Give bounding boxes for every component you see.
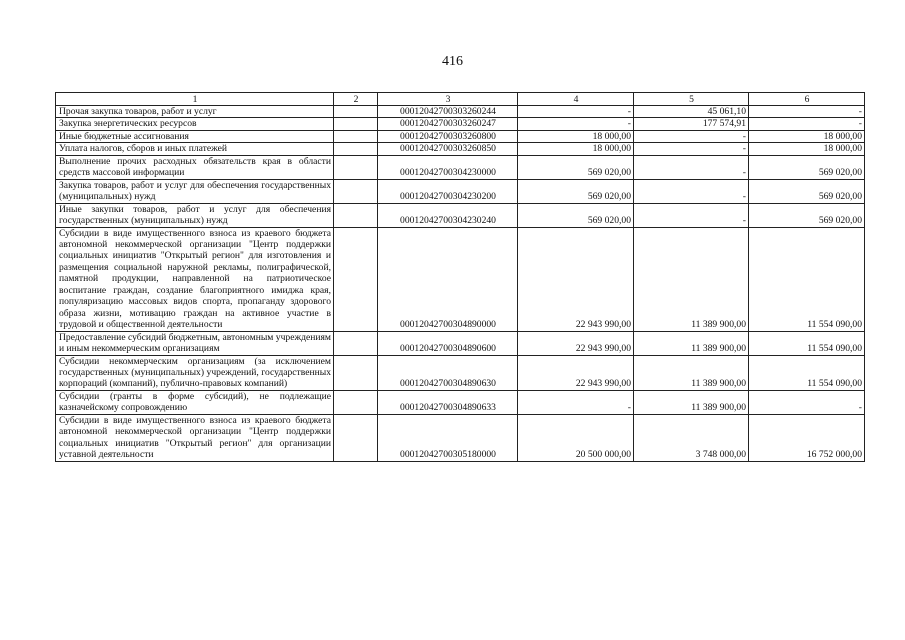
row-code: 00012042700304230200 <box>378 179 518 203</box>
header-col-1: 1 <box>56 93 334 106</box>
table-row <box>56 143 865 155</box>
row-value-4: - <box>518 118 634 130</box>
row-value-4: 22 943 990,00 <box>518 355 634 390</box>
row-name: Уплата налогов, сборов и иных платежей <box>56 143 334 155</box>
header-col-3: 3 <box>378 93 518 106</box>
row-value-5: - <box>634 155 749 179</box>
row-code: 00012042700304890000 <box>378 227 518 331</box>
row-value-4: 20 500 000,00 <box>518 414 634 461</box>
row-value-6: 18 000,00 <box>749 143 865 155</box>
row-col2 <box>334 390 378 414</box>
row-col2 <box>334 155 378 179</box>
row-value-4: 18 000,00 <box>518 143 634 155</box>
header-row <box>56 93 865 106</box>
row-code: 00012042700304890633 <box>378 390 518 414</box>
table-body <box>56 106 865 462</box>
row-col2 <box>334 331 378 355</box>
row-value-5: 45 061,10 <box>634 106 749 118</box>
row-value-5: 11 389 900,00 <box>634 331 749 355</box>
row-code: 00012042700303260850 <box>378 143 518 155</box>
row-value-4: 22 943 990,00 <box>518 331 634 355</box>
table-row <box>56 414 865 461</box>
row-value-6: - <box>749 106 865 118</box>
row-value-5: - <box>634 143 749 155</box>
row-value-5: - <box>634 203 749 227</box>
row-value-5: 11 389 900,00 <box>634 390 749 414</box>
table-row <box>56 130 865 142</box>
row-name: Прочая закупка товаров, работ и услуг <box>56 106 334 118</box>
table-row <box>56 118 865 130</box>
table-row <box>56 227 865 331</box>
row-name: Иные бюджетные ассигнования <box>56 130 334 142</box>
row-name: Субсидии в виде имущественного взноса из краевого бюджета автономной некоммерческой организации "Центр поддержки социальных инициатив "Открытый регион" для организации уставной деятельности <box>56 414 334 461</box>
row-col2 <box>334 118 378 130</box>
table-row <box>56 179 865 203</box>
row-value-4: 569 020,00 <box>518 203 634 227</box>
row-col2 <box>334 203 378 227</box>
table-row <box>56 331 865 355</box>
row-code: 00012042700303260247 <box>378 118 518 130</box>
table-row <box>56 155 865 179</box>
row-code: 00012042700303260244 <box>378 106 518 118</box>
row-name: Закупка товаров, работ и услуг для обеспечения государственных (муниципальных) нужд <box>56 179 334 203</box>
row-value-4: - <box>518 106 634 118</box>
row-value-4: - <box>518 390 634 414</box>
row-value-6: 16 752 000,00 <box>749 414 865 461</box>
row-col2 <box>334 106 378 118</box>
table-header <box>56 93 865 106</box>
row-code: 00012042700304890600 <box>378 331 518 355</box>
row-name: Субсидии некоммерческим организациям (за исключением государственных (муниципальных) учреждений, государственных корпораций (компаний), публично-правовых компаний) <box>56 355 334 390</box>
row-code: 00012042700304230240 <box>378 203 518 227</box>
row-col2 <box>334 130 378 142</box>
table-row <box>56 355 865 390</box>
row-value-6: 18 000,00 <box>749 130 865 142</box>
row-value-5: - <box>634 179 749 203</box>
table-row <box>56 106 865 118</box>
row-value-5: 3 748 000,00 <box>634 414 749 461</box>
row-name: Иные закупки товаров, работ и услуг для обеспечения государственных (муниципальных) нужд <box>56 203 334 227</box>
row-value-6: 11 554 090,00 <box>749 355 865 390</box>
row-name: Субсидии (гранты в форме субсидий), не подлежащие казначейскому сопровождению <box>56 390 334 414</box>
row-code: 00012042700304890630 <box>378 355 518 390</box>
row-value-4: 569 020,00 <box>518 179 634 203</box>
row-name: Предоставление субсидий бюджетным, автономным учреждениям и иным некоммерческим организациям <box>56 331 334 355</box>
row-col2 <box>334 355 378 390</box>
row-value-4: 22 943 990,00 <box>518 227 634 331</box>
header-col-4: 4 <box>518 93 634 106</box>
table-row <box>56 390 865 414</box>
row-code: 00012042700304230000 <box>378 155 518 179</box>
row-value-4: 18 000,00 <box>518 130 634 142</box>
row-name: Закупка энергетических ресурсов <box>56 118 334 130</box>
row-value-5: 11 389 900,00 <box>634 355 749 390</box>
row-value-6: 569 020,00 <box>749 179 865 203</box>
row-name: Выполнение прочих расходных обязательств края в области средств массовой информации <box>56 155 334 179</box>
header-col-6: 6 <box>749 93 865 106</box>
row-col2 <box>334 179 378 203</box>
row-value-6: 569 020,00 <box>749 203 865 227</box>
row-value-5: 177 574,91 <box>634 118 749 130</box>
row-code: 00012042700303260800 <box>378 130 518 142</box>
table-row <box>56 203 865 227</box>
row-code: 00012042700305180000 <box>378 414 518 461</box>
row-value-6: - <box>749 390 865 414</box>
row-value-6: - <box>749 118 865 130</box>
budget-table <box>55 92 865 462</box>
row-value-6: 11 554 090,00 <box>749 331 865 355</box>
row-value-4: 569 020,00 <box>518 155 634 179</box>
row-value-5: 11 389 900,00 <box>634 227 749 331</box>
header-col-2: 2 <box>334 93 378 106</box>
page-number: 416 <box>442 54 463 69</box>
row-col2 <box>334 414 378 461</box>
row-value-6: 11 554 090,00 <box>749 227 865 331</box>
row-col2 <box>334 227 378 331</box>
row-value-6: 569 020,00 <box>749 155 865 179</box>
row-name: Субсидии в виде имущественного взноса из краевого бюджета автономной некоммерческой организации "Центр поддержки социальных инициатив "Открытый регион" для изготовления и размещения социальной наружной рекламы, полиграфической, памятной продукции, направленной на патриотическое воспитание граждан, создание благоприятного имиджа края, популяризацию массовых видов спорта, пропаганду здорового образа жизни, мотивацию граждан на активное участие в трудовой и общественной деятельности <box>56 227 334 331</box>
row-value-5: - <box>634 130 749 142</box>
header-col-5: 5 <box>634 93 749 106</box>
row-col2 <box>334 143 378 155</box>
